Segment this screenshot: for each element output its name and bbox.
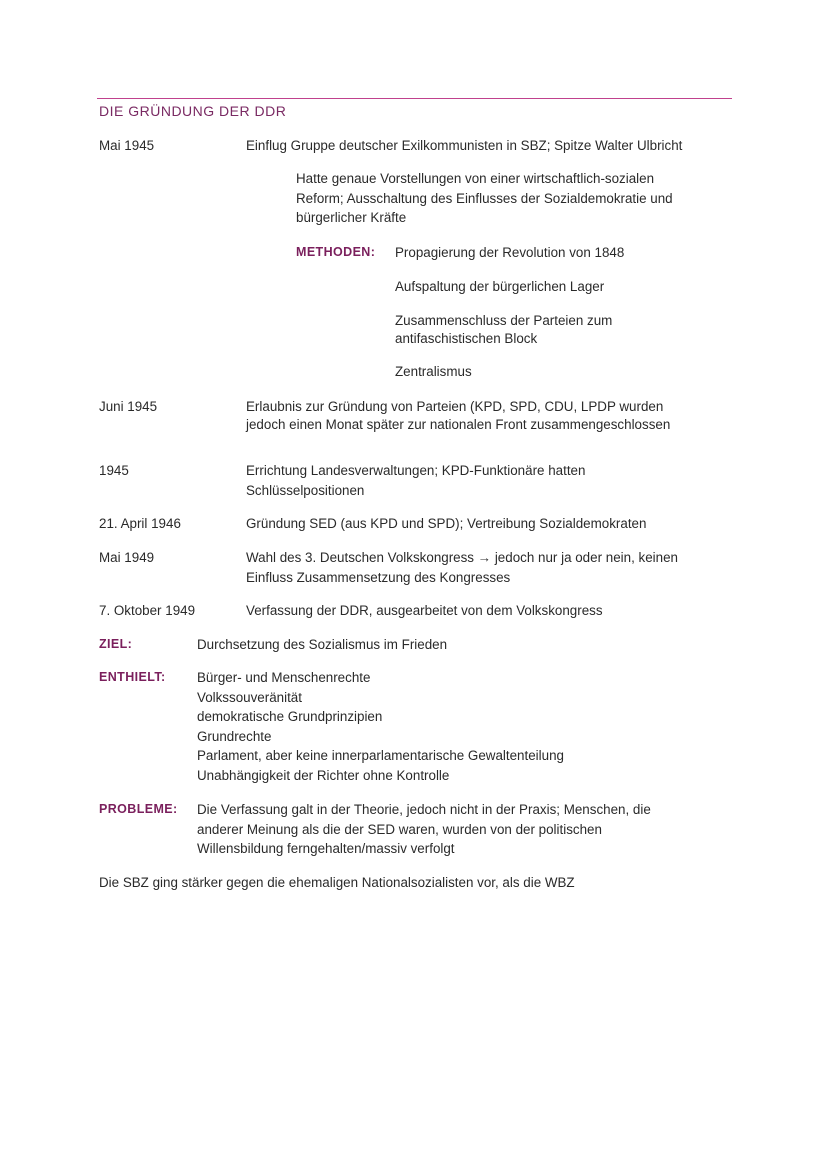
entry-line: Wahl des 3. Deutschen Volkskongress → jedoch nur ja oder nein, keinen — [246, 550, 678, 565]
date-1945: 1945 — [99, 463, 129, 478]
method-item: Aufspaltung der bürgerlichen Lager — [395, 279, 605, 294]
entry-line: Schlüsselpositionen — [246, 482, 365, 498]
entry-april-1946: Gründung SED (aus KPD und SPD); Vertreibung Sozialdemokraten — [246, 516, 647, 531]
list-item: Volkssouveränität — [197, 689, 302, 705]
enthielt-label: ENTHIELT: — [99, 670, 166, 684]
probleme-text — [197, 800, 651, 859]
list-item: Grundrechte — [197, 728, 272, 744]
entry-mai-1949 — [246, 548, 678, 587]
ziel-label: ZIEL: — [99, 637, 133, 651]
title-rule — [97, 98, 732, 99]
closing-statement: Die SBZ ging stärker gegen die ehemaligen Nationalsozialisten vor, als die WBZ — [99, 875, 575, 890]
detail-line: bürgerlicher Kräfte — [296, 210, 407, 225]
method-item: Propagierung der Revolution von 1848 — [395, 245, 625, 260]
entry-line: Erlaubnis zur Gründung von Parteien (KPD, SPD, CDU, LPDP wurden — [246, 399, 664, 414]
entry-juni-1945 — [246, 397, 670, 434]
entry-line: Errichtung Landesverwaltungen; KPD-Funktionäre hatten — [246, 463, 586, 478]
method-line: Zusammenschluss der Parteien zum — [395, 313, 613, 328]
entry-line: Einfluss Zusammensetzung des Kongresses — [246, 569, 511, 585]
date-juni-1945: Juni 1945 — [99, 399, 158, 414]
entry-mai-1945-detail — [296, 169, 673, 228]
list-item: Bürger- und Menschenrechte — [197, 670, 371, 685]
method-item: Zentralismus — [395, 364, 472, 379]
date-mai-1949: Mai 1949 — [99, 550, 155, 565]
entry-okt-1949: Verfassung der DDR, ausgearbeitet von dem Volkskongress — [246, 603, 603, 618]
method-line: antifaschistischen Block — [395, 330, 538, 346]
entry-1945 — [246, 461, 585, 500]
list-item: Unabhängigkeit der Richter ohne Kontrolle — [197, 767, 450, 783]
ziel-text: Durchsetzung des Sozialismus im Frieden — [197, 637, 448, 652]
method-item — [395, 311, 612, 348]
entry-line: jedoch einen Monat später zur nationalen Front zusammengeschlossen — [246, 416, 671, 432]
probleme-line: Die Verfassung galt in der Theorie, jedoch nicht in der Praxis; Menschen, die — [197, 802, 651, 817]
detail-line: Reform; Ausschaltung des Einflusses der Sozialdemokratie und — [296, 190, 673, 206]
probleme-line: anderer Meinung als die der SED waren, wurden von der politischen — [197, 821, 602, 837]
probleme-line: Willensbildung ferngehalten/massiv verfolgt — [197, 841, 455, 856]
probleme-label: PROBLEME: — [99, 802, 178, 816]
page-title: DIE GRÜNDUNG DER DDR — [99, 103, 287, 119]
detail-line: Hatte genaue Vorstellungen von einer wirtschaftlich-sozialen — [296, 171, 655, 186]
list-item: demokratische Grundprinzipien — [197, 709, 383, 724]
list-item: Parlament, aber keine innerparlamentarische Gewaltenteilung — [197, 748, 564, 763]
enthielt-list — [197, 668, 564, 785]
date-mai-1945: Mai 1945 — [99, 138, 155, 153]
entry-mai-1945: Einflug Gruppe deutscher Exilkommunisten in SBZ; Spitze Walter Ulbricht — [246, 138, 683, 153]
date-okt-1949: 7. Oktober 1949 — [99, 603, 196, 618]
methods-label: METHODEN: — [296, 245, 376, 259]
date-april-1946: 21. April 1946 — [99, 516, 181, 531]
